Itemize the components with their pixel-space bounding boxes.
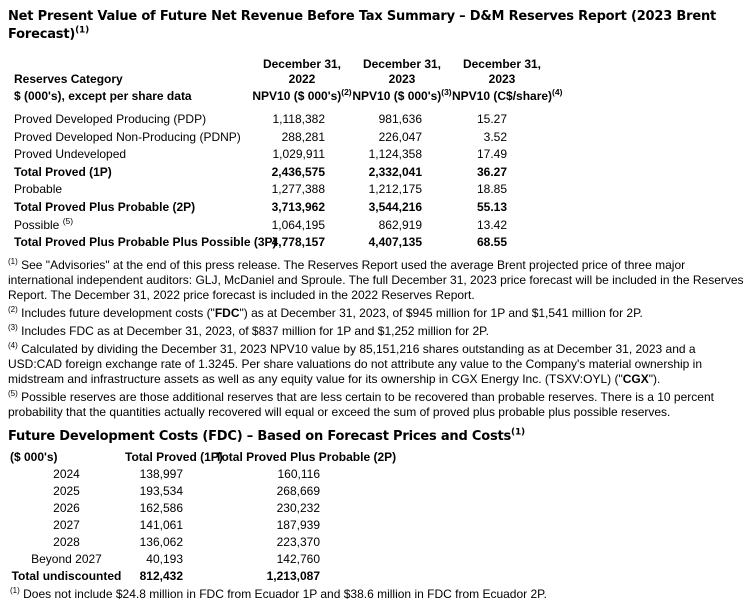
table-row-pdp <box>8 111 552 129</box>
fdc-row-2028 <box>8 534 375 551</box>
fdc-1p-value: 193,534 <box>139 483 183 498</box>
npv-2022-value: 1,029,911 <box>272 147 325 162</box>
fdc-1p-value: 141,061 <box>139 517 183 532</box>
per-share-value: 55.13 <box>476 199 507 214</box>
fdc-2p-value: 268,669 <box>276 483 320 498</box>
fdc-row-2024 <box>8 466 375 483</box>
table-row-total-3p <box>8 234 552 252</box>
fdc-2p-value: 223,370 <box>276 534 320 549</box>
fdc-footnote-text: Does not include $24.8 million in FDC from Ecuador 1P and $38.6 million in FDC from Ecuador 2P. <box>23 586 547 601</box>
col1-measure <box>252 87 352 111</box>
npv-2022-value: 1,277,388 <box>271 182 325 197</box>
footnote-4-marker: (4) <box>8 340 18 350</box>
npv-2022-value: 2,436,575 <box>271 164 325 179</box>
npv-summary-table <box>8 57 563 252</box>
table-row-possible <box>8 217 552 235</box>
npv-2023-value: 3,544,216 <box>368 199 422 214</box>
npv-table-header <box>8 57 563 111</box>
fdc-units-header: ($ 000's) <box>10 449 58 464</box>
footnote-3 <box>8 324 745 339</box>
fdc-1p-value: 136,062 <box>139 534 183 549</box>
npv-2023-value: 2,332,041 <box>368 164 422 179</box>
fdc-1p-value: 162,586 <box>139 500 183 515</box>
reserves-category-header: Reserves Category <box>14 72 123 86</box>
npv-2022-value: 3,713,962 <box>271 199 325 214</box>
footnote-4-text-post: "). <box>648 371 661 386</box>
units-header: $ (000's), except per share data <box>14 89 192 103</box>
npv-table-body <box>8 111 552 252</box>
npv-2023-value: 862,919 <box>378 217 422 232</box>
per-share-value: 18.85 <box>476 182 507 197</box>
col2-measure <box>352 87 452 111</box>
footnote-4 <box>8 342 745 387</box>
footnote-5 <box>8 390 745 420</box>
row-footnote-ref: (5) <box>62 215 74 226</box>
fdc-table-header <box>8 449 397 466</box>
table-row-total-1p <box>8 164 552 182</box>
footnote-3-text: Includes FDC as at December 31, 2023, of $837 million for 1P and $1,252 million for 2P. <box>21 323 489 338</box>
footnote-5-text: Possible reserves are those additional reserves that are less certain to be recovered than probable reserves. There is a 10 percent probability that the quantities actually recovered will equal or exceed the sum of proved plus probable plus possible reserves. <box>8 389 714 419</box>
fdc-title-footnote-ref: (1) <box>511 427 525 438</box>
fdc-2p-value: 1,213,087 <box>266 568 320 583</box>
npv-2023-value: 226,047 <box>378 129 422 144</box>
row-label <box>8 181 252 199</box>
footnote-1-marker: (1) <box>8 256 18 266</box>
col2-year: 2023 <box>388 72 416 86</box>
fdc-row-2026 <box>8 500 375 517</box>
fdc-period-label: 2025 <box>53 483 80 498</box>
col3-measure-text: NPV10 (C$/share) <box>452 89 553 103</box>
row-label-text: Proved Developed Non-Producing (PDNP) <box>14 129 241 144</box>
fdc-2p-value: 142,760 <box>276 551 320 566</box>
npv-title-text: Net Present Value of Future Net Revenue Before Tax Summary – D&M Reserves Report (2023 Brent Forecast) <box>8 9 717 42</box>
col1-year: 2022 <box>288 72 316 86</box>
per-share-value: 15.27 <box>476 112 507 126</box>
col2-footnote-ref: (3) <box>441 87 452 97</box>
header-spacer <box>8 57 252 72</box>
row-label-text: Total Proved Plus Probable (2P) <box>14 199 196 214</box>
footnote-1-text: See "Advisories" at the end of this press release. The Reserves Report used the average Brent projected price of three major international independent auditors: GLJ, McDaniel and Sproule. The full December 31, 2023 price forecast will be included in the Reserves Report. The December 31, 2022 price forecast is included in the 2022 Reserves Report. <box>8 257 744 302</box>
col3-measure <box>452 87 563 111</box>
table-row-probable <box>8 181 552 199</box>
col1-footnote-ref: (2) <box>341 87 352 97</box>
row-label <box>8 217 252 235</box>
per-share-value: 13.42 <box>476 217 507 232</box>
npv-2022-value: 4,778,157 <box>271 235 325 250</box>
fdc-period-label: Total undiscounted <box>11 568 122 583</box>
per-share-value: 68.55 <box>476 235 507 250</box>
row-label <box>8 199 252 217</box>
footnote-3-marker: (3) <box>8 322 18 332</box>
footnote-5-marker: (5) <box>8 388 18 398</box>
row-label-text: Proved Undeveloped <box>14 147 127 162</box>
footnote-1 <box>8 258 745 303</box>
fdc-title-text: Future Development Costs (FDC) – Based on Forecast Prices and Costs <box>8 428 512 444</box>
fdc-row-2027 <box>8 517 375 534</box>
row-label-text: Total Proved Plus Probable Plus Possible (3P) <box>14 235 277 250</box>
row-label <box>8 234 277 252</box>
fdc-1p-value: 812,432 <box>139 568 183 583</box>
fdc-1p-value: 40,193 <box>146 551 183 566</box>
col3-footnote-ref: (4) <box>552 87 563 97</box>
fdc-2p-value: 187,939 <box>276 517 320 532</box>
table-row-total-2p <box>8 199 552 217</box>
npv-2022-value: 1,064,195 <box>271 217 325 232</box>
footnote-2-marker: (2) <box>8 304 18 314</box>
npv-2022-value: 288,281 <box>281 129 325 144</box>
footnote-4-text-pre: Calculated by dividing the December 31, 2023 NPV10 value by 85,151,216 shares outstanding as at December 31, 2023 and a USD:CAD foreign exchange rate of 1.3245. Per share valuations do not attribute any value to the Company's material ownership in midstream and infrastructure assets as well as any equity value for its ownership in CGX Energy Inc. (TSXV:OYL) (" <box>8 341 703 386</box>
fdc-table-body <box>8 466 375 585</box>
footnote-4-bold-term: CGX <box>622 371 649 386</box>
header-measure-row <box>8 87 552 111</box>
fdc-1p-value: 138,997 <box>139 466 183 481</box>
fdc-2p-value: 160,116 <box>277 466 320 481</box>
table-row-proved-undeveloped <box>8 146 552 164</box>
fdc-table <box>8 449 397 585</box>
fdc-period-label: 2026 <box>53 500 80 515</box>
row-label <box>8 164 252 182</box>
npv-2023-value: 4,407,135 <box>368 235 422 250</box>
footnote-2-text-pre: Includes future development costs (" <box>21 305 215 320</box>
footnote-2-text-post: ") as at December 31, 2023, of $945 million for 1P and $1,541 million for 2P. <box>239 305 643 320</box>
fdc-period-label: 2027 <box>53 517 80 532</box>
col2-date: December 31, <box>362 57 442 71</box>
npv-footnotes <box>8 258 745 420</box>
fdc-period-label: 2028 <box>53 534 80 549</box>
col1-measure-text: NPV10 ($ 000's) <box>252 89 342 103</box>
row-label <box>8 111 252 129</box>
footnote-2 <box>8 306 745 321</box>
fdc-row-total-undiscounted <box>8 568 375 585</box>
fdc-2p-value: 230,232 <box>276 500 320 515</box>
npv-2023-value: 1,124,358 <box>368 147 422 162</box>
row-label <box>8 129 252 147</box>
fdc-2p-header: Total Proved Plus Probable (2P) <box>215 449 397 464</box>
header-date-row <box>8 57 552 72</box>
row-label-text: Total Proved (1P) <box>14 164 112 179</box>
fdc-row-beyond-2027 <box>8 551 375 568</box>
npv-2023-value: 1,212,175 <box>368 182 422 197</box>
col3-year: 2023 <box>488 72 516 86</box>
npv-title-footnote-ref: (1) <box>75 25 89 36</box>
col3-date: December 31, <box>462 57 542 71</box>
col1-date: December 31, <box>262 57 342 71</box>
fdc-1p-header: Total Proved (1P) <box>125 449 223 464</box>
fdc-period-label: 2024 <box>53 466 80 481</box>
header-year-row <box>8 72 552 87</box>
row-label-text: Probable <box>14 182 63 197</box>
fdc-section-title <box>8 428 748 446</box>
table-row-pdnp <box>8 129 552 147</box>
fdc-row-2025 <box>8 483 375 500</box>
fdc-footnote <box>8 587 743 601</box>
row-label <box>8 146 252 164</box>
npv-2022-value: 1,118,382 <box>272 112 325 126</box>
row-label-text: Possible <box>14 217 63 232</box>
per-share-value: 36.27 <box>476 164 507 179</box>
fdc-footnote-marker: (1) <box>10 585 20 595</box>
per-share-value: 3.52 <box>483 129 507 144</box>
per-share-value: 17.49 <box>476 147 507 162</box>
footnote-2-bold-term: FDC <box>214 305 240 320</box>
row-label-text: Proved Developed Producing (PDP) <box>14 112 207 126</box>
fdc-header-row <box>8 449 375 466</box>
col2-measure-text: NPV10 ($ 000's) <box>352 89 442 103</box>
npv-2023-value: 981,636 <box>378 112 422 126</box>
npv-section-title <box>8 8 748 44</box>
fdc-period-label: Beyond 2027 <box>31 551 102 566</box>
